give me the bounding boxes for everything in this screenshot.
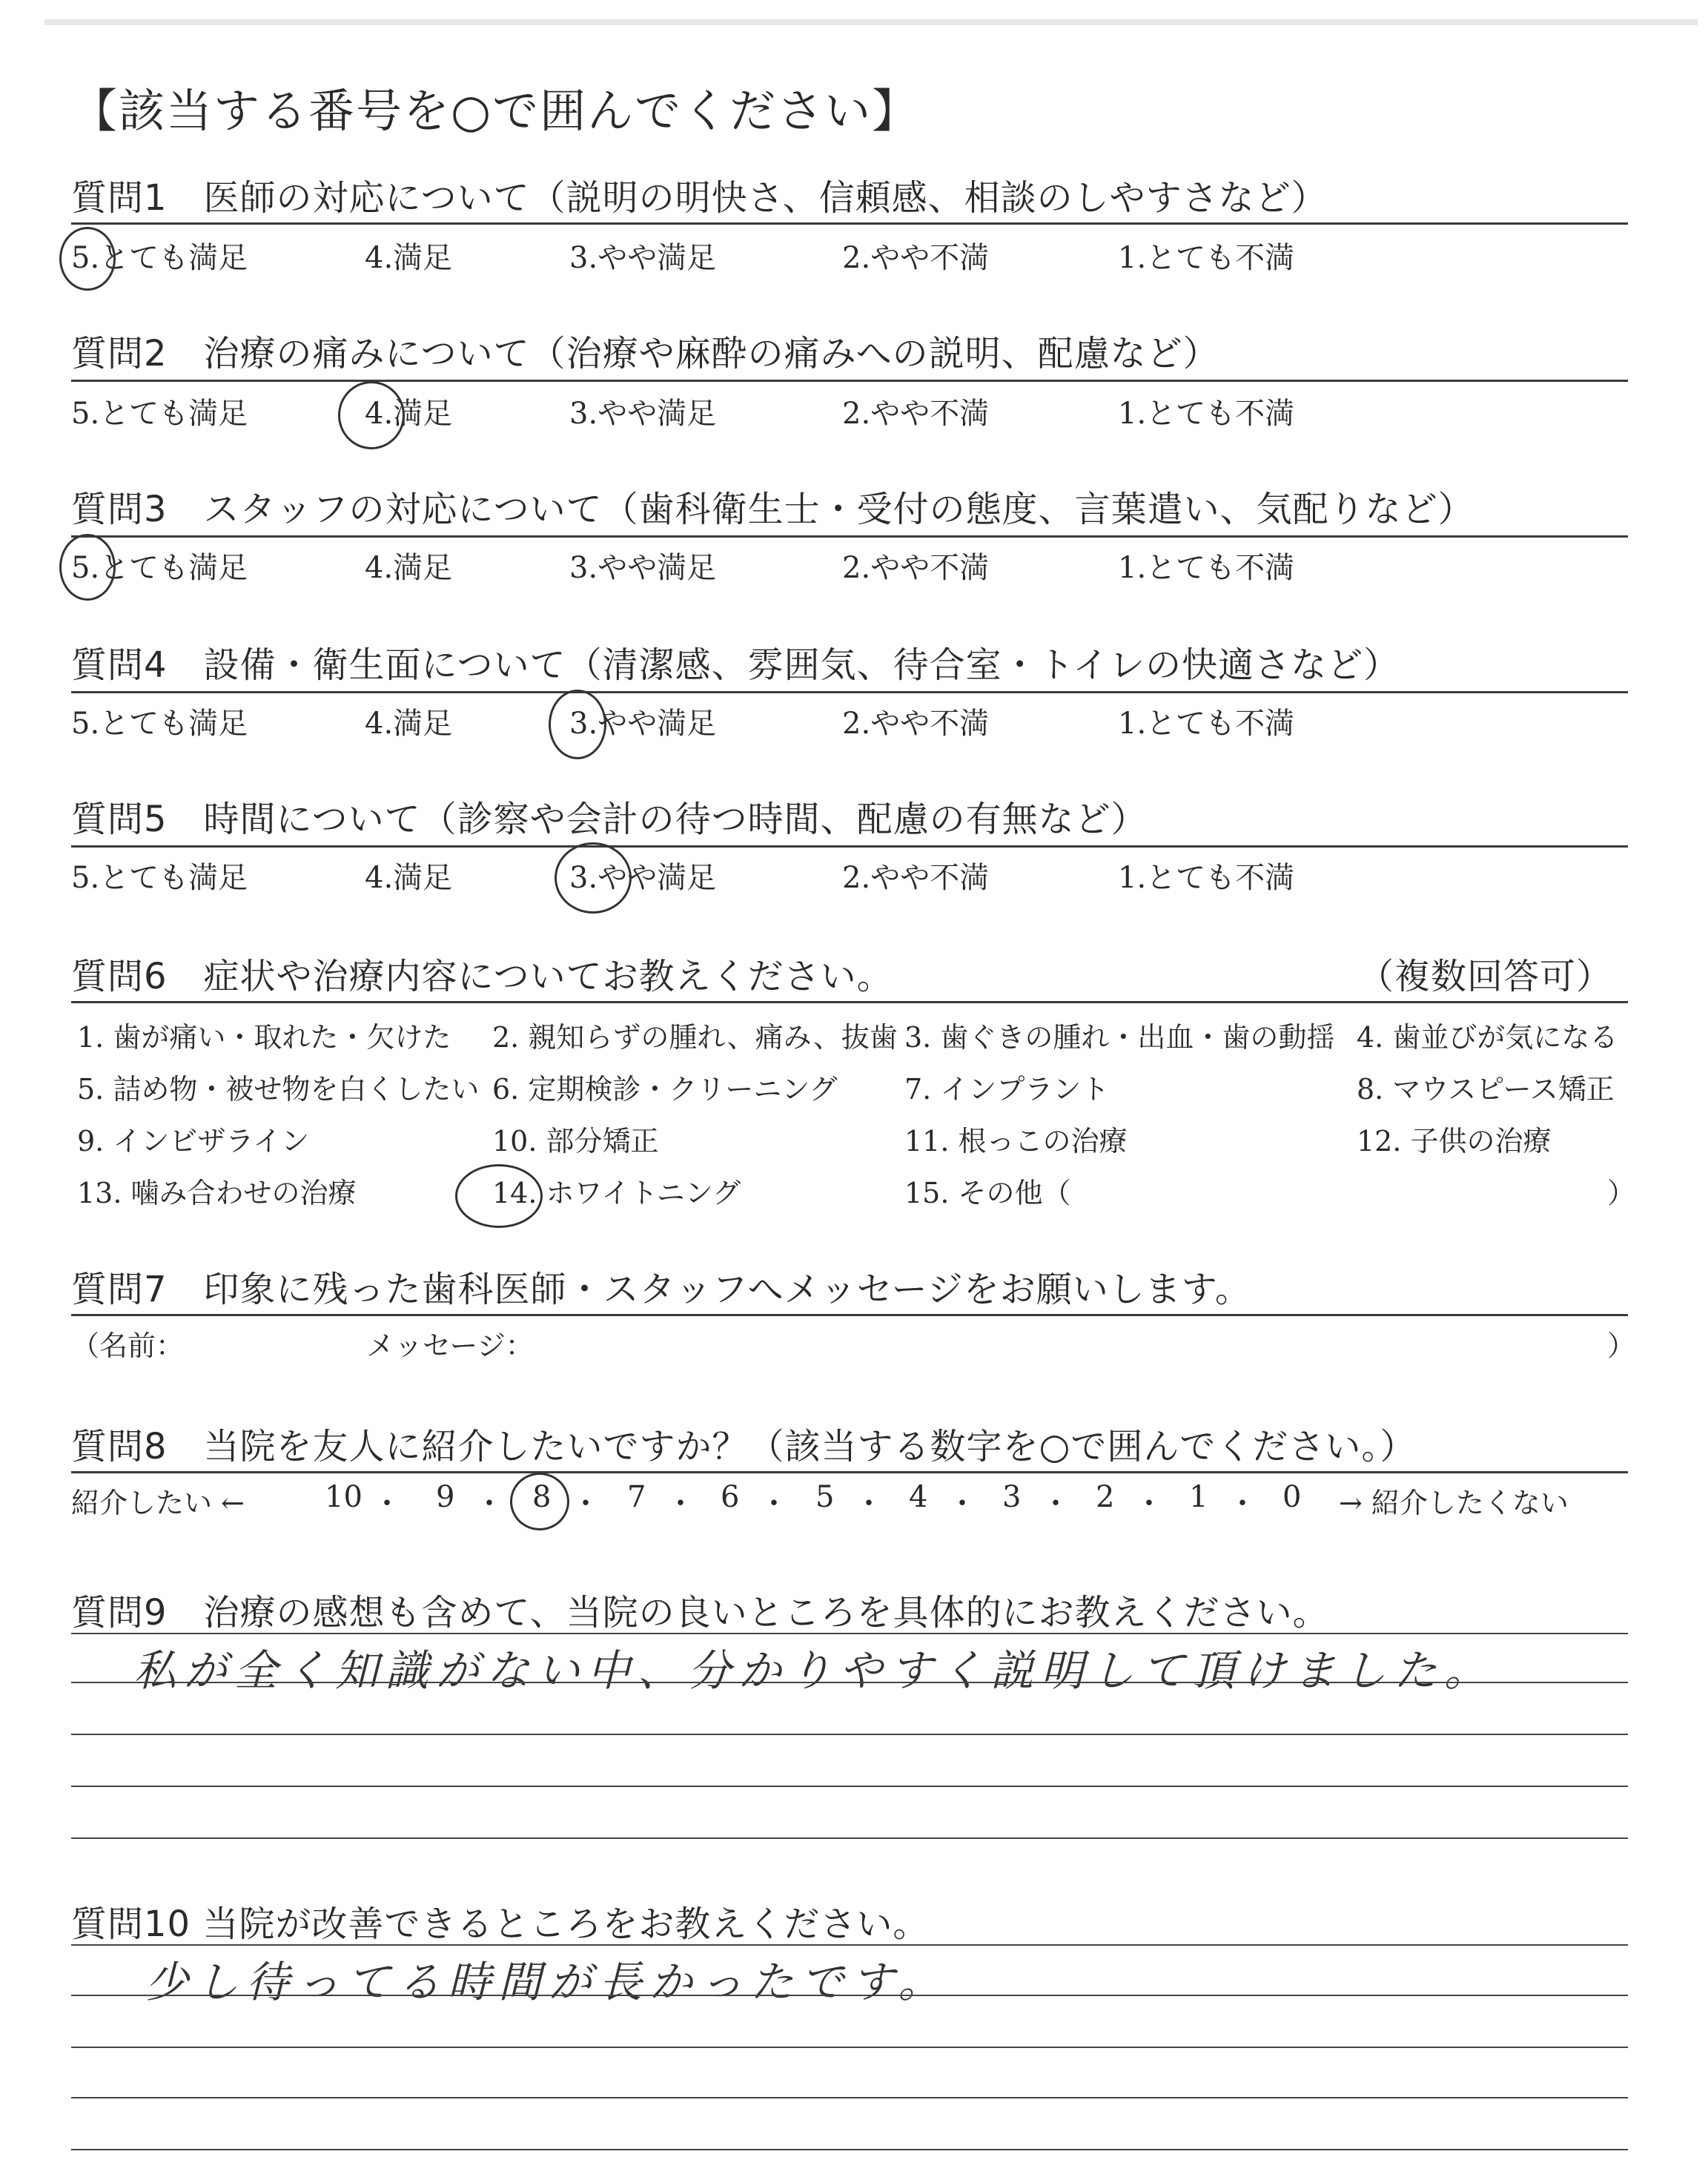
q7-name-label: （名前： xyxy=(71,1330,185,1362)
q3-option-2[interactable]: 2.やや不満 xyxy=(842,551,990,585)
q1-option-3[interactable]: 3.やや満足 xyxy=(569,241,717,275)
q1-option-5[interactable]: 5.とても満足 xyxy=(71,241,248,275)
q8-score-1[interactable]: 1 xyxy=(1189,1480,1208,1514)
q4-option-2[interactable]: 2.やや不満 xyxy=(842,707,990,741)
q6-option-2[interactable]: 2. 親知らずの腫れ、痛み、抜歯 xyxy=(492,1021,898,1054)
q8-selection-circle xyxy=(510,1473,569,1530)
q8-score-5[interactable]: 5 xyxy=(815,1480,835,1514)
q8-score-9[interactable]: 9 xyxy=(436,1480,455,1514)
q3-option-3[interactable]: 3.やや満足 xyxy=(569,551,717,585)
q6-option-6[interactable]: 6. 定期検診・クリーニング xyxy=(492,1073,838,1106)
q5-option-5[interactable]: 5.とても満足 xyxy=(71,861,248,895)
q8-score-0[interactable]: 0 xyxy=(1282,1480,1302,1514)
q4-option-3[interactable]: 3.やや満足 xyxy=(569,707,717,741)
q5-option-1[interactable]: 1.とても不満 xyxy=(1118,861,1295,895)
q10-answer-line-1 xyxy=(71,1944,1628,1946)
q9-answer-line-3 xyxy=(71,1734,1628,1735)
q5-option-3[interactable]: 3.やや満足 xyxy=(569,861,717,895)
q6-option-7[interactable]: 7. インプラント xyxy=(904,1073,1110,1106)
q8-not-recommend-label: → 紹介したくない xyxy=(1339,1487,1569,1519)
q4-option-5[interactable]: 5.とても満足 xyxy=(71,707,248,741)
question-8-title: 質問8 当院を友人に紹介したいですか？（該当する数字を○で囲んでください。） xyxy=(71,1426,1417,1467)
question-5-title: 質問5 時間について（診察や会計の待つ時間、配慮の有無など） xyxy=(71,799,1148,840)
q9-handwritten-answer: 私が全く知識がない中、分かりやすく説明して頂けました。 xyxy=(133,1645,1495,1696)
q8-score-7[interactable]: 7 xyxy=(627,1480,646,1514)
q8-dot: ・ xyxy=(474,1487,504,1521)
q8-score-10[interactable]: 10 xyxy=(325,1480,363,1514)
q8-score-2[interactable]: 2 xyxy=(1096,1480,1115,1514)
q5-option-2[interactable]: 2.やや不満 xyxy=(842,861,990,895)
q9-answer-line-2 xyxy=(71,1682,1628,1683)
q5-selection-circle xyxy=(555,842,632,914)
q8-score-8[interactable]: 8 xyxy=(532,1480,552,1514)
q10-answer-line-3 xyxy=(71,2047,1628,2048)
q8-dot: ・ xyxy=(947,1487,977,1521)
question-5-rule xyxy=(71,845,1628,848)
question-4-title: 質問4 設備・衛生面について（清潔感、雰囲気、待合室・トイレの快適さなど） xyxy=(71,644,1400,686)
question-9-title: 質問9 治療の感想も含めて、当院の良いところを具体的にお教えください。 xyxy=(71,1592,1329,1634)
question-6-rule xyxy=(71,1001,1628,1003)
question-1-title: 質問1 医師の対応について（説明の明快さ、信頼感、相談のしやすさなど） xyxy=(71,177,1328,219)
q8-score-6[interactable]: 6 xyxy=(721,1480,740,1514)
q3-selection-circle xyxy=(59,534,116,601)
question-6-note: （複数回答可） xyxy=(1358,956,1613,997)
q2-option-1[interactable]: 1.とても不満 xyxy=(1118,397,1295,431)
q6-option-10[interactable]: 10. 部分矯正 xyxy=(492,1125,659,1157)
q1-selection-circle xyxy=(59,227,116,291)
q6-option-11[interactable]: 11. 根っこの治療 xyxy=(904,1125,1128,1157)
q1-option-4[interactable]: 4.満足 xyxy=(365,241,453,275)
q6-option-8[interactable]: 8. マウスピース矯正 xyxy=(1357,1073,1615,1106)
q8-dot: ・ xyxy=(1134,1487,1164,1521)
q6-option-12[interactable]: 12. 子供の治療 xyxy=(1357,1125,1552,1157)
q2-option-5[interactable]: 5.とても満足 xyxy=(71,397,248,431)
q6-selection-circle xyxy=(455,1164,543,1228)
question-3-title: 質問3 スタッフの対応について（歯科衛生士・受付の態度、言葉遣い、気配りなど） xyxy=(71,489,1474,530)
q8-recommend-label: 紹介したい ← xyxy=(71,1487,245,1519)
q8-score-3[interactable]: 3 xyxy=(1002,1480,1022,1514)
q10-answer-line-2 xyxy=(71,1995,1628,1996)
question-6-title: 質問6 症状や治療内容についてお教えください。 xyxy=(71,956,893,997)
q2-selection-circle xyxy=(338,381,405,449)
question-7-rule xyxy=(71,1314,1628,1316)
q4-option-4[interactable]: 4.満足 xyxy=(365,707,453,741)
form-heading: 【該当する番号を○で囲んでください】 xyxy=(71,84,920,138)
q3-option-5[interactable]: 5.とても満足 xyxy=(71,551,248,585)
q8-dot: ・ xyxy=(372,1487,402,1521)
question-2-rule xyxy=(71,380,1628,382)
question-4-rule xyxy=(71,691,1628,693)
q6-option-5[interactable]: 5. 詰め物・被せ物を白くしたい xyxy=(77,1073,480,1106)
q7-message-label: メッセージ： xyxy=(366,1330,534,1362)
q10-answer-line-5 xyxy=(71,2149,1628,2150)
q6-option-4[interactable]: 4. 歯並びが気になる xyxy=(1357,1021,1618,1054)
q6-option-3[interactable]: 3. 歯ぐきの腫れ・出血・歯の動揺 xyxy=(904,1021,1335,1054)
q8-score-4[interactable]: 4 xyxy=(909,1480,928,1514)
q6-option-1[interactable]: 1. 歯が痛い・取れた・欠けた xyxy=(77,1021,451,1054)
q10-answer-line-4 xyxy=(71,2097,1628,2098)
q7-close-paren: ） xyxy=(1607,1330,1636,1362)
q8-dot: ・ xyxy=(854,1487,884,1521)
q8-dot: ・ xyxy=(571,1487,600,1521)
q10-handwritten-answer: 少し待ってる時間が長かったです。 xyxy=(145,1957,949,2007)
q8-dot: ・ xyxy=(666,1487,695,1521)
q2-option-2[interactable]: 2.やや不満 xyxy=(842,397,990,431)
q4-selection-circle xyxy=(549,690,606,759)
q1-option-1[interactable]: 1.とても不満 xyxy=(1118,241,1295,275)
q9-answer-line-5 xyxy=(71,1837,1628,1839)
q2-option-4[interactable]: 4.満足 xyxy=(365,397,453,431)
q3-option-1[interactable]: 1.とても不満 xyxy=(1118,551,1295,585)
question-10-title: 質問10 当院が改善できるところをお教えください。 xyxy=(71,1903,930,1945)
q2-option-3[interactable]: 3.やや満足 xyxy=(569,397,717,431)
scan-edge xyxy=(44,19,1698,25)
q6-option-9[interactable]: 9. インビザライン xyxy=(77,1125,310,1157)
q1-option-2[interactable]: 2.やや不満 xyxy=(842,241,990,275)
q6-option-13[interactable]: 13. 噛み合わせの治療 xyxy=(77,1177,357,1209)
question-3-rule xyxy=(71,535,1628,538)
q5-option-4[interactable]: 4.満足 xyxy=(365,861,453,895)
q4-option-1[interactable]: 1.とても不満 xyxy=(1118,707,1295,741)
question-7-title: 質問7 印象に残った歯科医師・スタッフへメッセージをお願いします。 xyxy=(71,1269,1251,1310)
q6-other-close-paren: ） xyxy=(1607,1177,1636,1209)
q6-option-15-other[interactable]: 15. その他（ xyxy=(904,1177,1071,1209)
q3-option-4[interactable]: 4.満足 xyxy=(365,551,453,585)
q8-dot: ・ xyxy=(1041,1487,1070,1521)
question-8-rule xyxy=(71,1471,1628,1473)
q9-answer-line-1 xyxy=(71,1633,1628,1634)
question-2-title: 質問2 治療の痛みについて（治療や麻酔の痛みへの説明、配慮など） xyxy=(71,333,1219,374)
question-1-rule xyxy=(71,222,1628,225)
q8-dot: ・ xyxy=(759,1487,789,1521)
q8-dot: ・ xyxy=(1228,1487,1257,1521)
q9-answer-line-4 xyxy=(71,1786,1628,1787)
q6-option-14[interactable]: 14. ホワイトニング xyxy=(492,1177,741,1209)
